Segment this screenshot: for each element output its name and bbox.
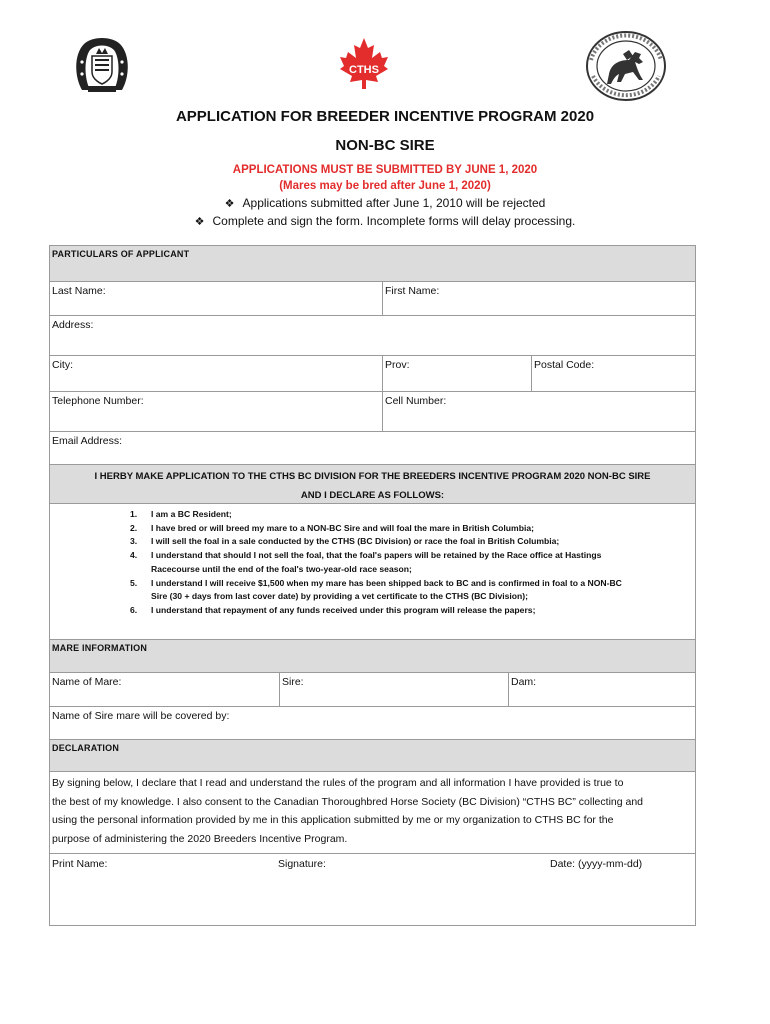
postal-code-label: Postal Code: bbox=[534, 359, 595, 371]
mare-name-field[interactable] bbox=[50, 673, 280, 706]
cell-number-label: Cell Number: bbox=[385, 395, 447, 407]
application-heading bbox=[50, 467, 695, 505]
item-text: I understand that repayment of any funds received under this program will release the papers; bbox=[151, 604, 536, 615]
declaration-line: using the personal information provided by me in this application submitted by me or my organization to CTHS BC for the bbox=[52, 814, 614, 826]
postal-code-field[interactable] bbox=[532, 356, 695, 391]
section-title: DECLARATION bbox=[52, 743, 120, 753]
list-item bbox=[118, 522, 698, 536]
declaration-line: purpose of administering the 2020 Breeders Incentive Program. bbox=[52, 832, 348, 845]
signature-field[interactable] bbox=[275, 854, 545, 925]
covering-sire-row bbox=[50, 707, 695, 740]
horseshoe-crest-logo-icon bbox=[70, 32, 134, 96]
prov-label: Prov: bbox=[385, 359, 410, 371]
cths-logo-text: CTHS bbox=[349, 64, 379, 76]
list-item bbox=[118, 577, 698, 604]
list-item bbox=[118, 604, 698, 618]
conditions-list bbox=[118, 508, 698, 618]
date-label: Date: (yyyy-mm-dd) bbox=[550, 858, 643, 870]
section-header-mare bbox=[50, 640, 695, 673]
item-text: I understand that should I not sell the foal, that the foal's papers will be retained by the Race office at Hastings bbox=[151, 550, 602, 561]
telephone-label: Telephone Number: bbox=[52, 395, 144, 407]
name-row bbox=[50, 282, 695, 316]
application-declaration-header bbox=[50, 465, 695, 504]
cell-number-field[interactable] bbox=[383, 392, 695, 431]
bc-thoroughbred-horse-logo-icon bbox=[585, 30, 667, 102]
deadline-note: (Mares may be bred after June 1, 2020) bbox=[279, 180, 491, 192]
list-item bbox=[118, 508, 698, 522]
cths-logo bbox=[338, 36, 390, 90]
form-title: APPLICATION FOR BREEDER INCENTIVE PROGRAM 2020 bbox=[175, 108, 595, 125]
logo-bar bbox=[0, 30, 770, 100]
signature-row bbox=[50, 854, 695, 925]
diamond-bullet-icon: ❖ bbox=[224, 198, 235, 210]
address-field[interactable] bbox=[50, 316, 695, 355]
email-row bbox=[50, 432, 695, 465]
list-item bbox=[118, 549, 698, 576]
application-form bbox=[49, 245, 696, 926]
instruction-text: Complete and sign the form. Incomplete forms will delay processing. bbox=[212, 214, 576, 228]
prov-field[interactable] bbox=[383, 356, 532, 391]
section-header-applicant bbox=[50, 246, 695, 282]
item-text: I am a BC Resident; bbox=[151, 509, 232, 519]
city-row bbox=[50, 356, 695, 392]
application-heading-line: AND I DECLARE AS FOLLOWS: bbox=[300, 490, 445, 501]
deadline-notice: APPLICATIONS MUST BE SUBMITTED BY JUNE 1, 2020 bbox=[232, 164, 538, 176]
print-name-field[interactable] bbox=[50, 854, 275, 925]
date-field[interactable] bbox=[545, 854, 695, 925]
section-title: MARE INFORMATION bbox=[52, 643, 148, 653]
mare-row bbox=[50, 673, 695, 707]
item-number: 4. bbox=[130, 550, 138, 561]
application-heading-line: I HERBY MAKE APPLICATION TO THE CTHS BC DIVISION FOR THE BREEDERS INCENTIVE PROGRAM 2020 NON-BC SIRE bbox=[94, 471, 651, 482]
item-number: 6. bbox=[130, 604, 138, 615]
last-name-label: Last Name: bbox=[52, 285, 106, 297]
dam-field[interactable] bbox=[509, 673, 695, 706]
address-row bbox=[50, 316, 695, 356]
section-title: PARTICULARS OF APPLICANT bbox=[52, 249, 190, 259]
telephone-field[interactable] bbox=[50, 392, 383, 431]
item-text: I understand I will receive $1,500 when my mare has been shipped back to BC and is confirmed in foal to a NON-BC bbox=[151, 577, 622, 588]
last-name-field[interactable] bbox=[50, 282, 383, 315]
item-number: 5. bbox=[130, 577, 138, 588]
city-field[interactable] bbox=[50, 356, 383, 391]
covering-sire-field[interactable] bbox=[50, 707, 695, 739]
form-subtitle: NON-BC SIRE bbox=[335, 137, 435, 154]
phone-row bbox=[50, 392, 695, 432]
instruction-bullet bbox=[0, 196, 770, 210]
declaration-text-block bbox=[50, 772, 695, 854]
conditions-block bbox=[50, 504, 695, 640]
first-name-field[interactable] bbox=[383, 282, 695, 315]
dam-label: Dam: bbox=[511, 676, 537, 688]
mare-name-label: Name of Mare: bbox=[52, 676, 122, 688]
signature-label: Signature: bbox=[278, 858, 326, 870]
item-number: 1. bbox=[130, 509, 138, 519]
print-name-label: Print Name: bbox=[52, 858, 108, 870]
item-text: Racecourse until the end of the foal's two-year-old race season; bbox=[151, 563, 412, 574]
item-text: I have bred or will breed my mare to a NON-BC Sire and will foal the mare in British Columbia; bbox=[151, 522, 534, 533]
declaration-line: the best of my knowledge. I also consent to the Canadian Thoroughbred Horse Society (BC Division) “CTHS BC” collecting and bbox=[52, 795, 644, 808]
item-text: I will sell the foal in a sale conducted by the CTHS (BC Division) or race the foal in British Columbia; bbox=[151, 536, 560, 547]
declaration-line: By signing below, I declare that I read and understand the rules of the program and all information I have provided is true to bbox=[52, 777, 624, 789]
maple-leaf-icon bbox=[338, 36, 390, 90]
sire-field[interactable] bbox=[280, 673, 509, 706]
address-label: Address: bbox=[52, 319, 94, 331]
instruction-text: Applications submitted after June 1, 2010 will be rejected bbox=[242, 196, 546, 210]
sire-label: Sire: bbox=[282, 676, 304, 688]
item-text: Sire (30 + days from last cover date) by providing a vet certificate to the CTHS (BC Division); bbox=[151, 591, 529, 602]
email-label: Email Address: bbox=[52, 435, 123, 447]
declaration-text bbox=[52, 774, 694, 848]
first-name-label: First Name: bbox=[385, 285, 440, 297]
instruction-bullet bbox=[0, 214, 770, 228]
list-item bbox=[118, 535, 698, 549]
item-number: 2. bbox=[130, 522, 138, 533]
email-field[interactable] bbox=[50, 432, 695, 464]
covering-sire-label: Name of Sire mare will be covered by: bbox=[52, 710, 230, 722]
item-number: 3. bbox=[130, 536, 138, 547]
diamond-bullet-icon: ❖ bbox=[194, 216, 205, 228]
section-header-declaration bbox=[50, 740, 695, 772]
city-label: City: bbox=[52, 359, 73, 371]
